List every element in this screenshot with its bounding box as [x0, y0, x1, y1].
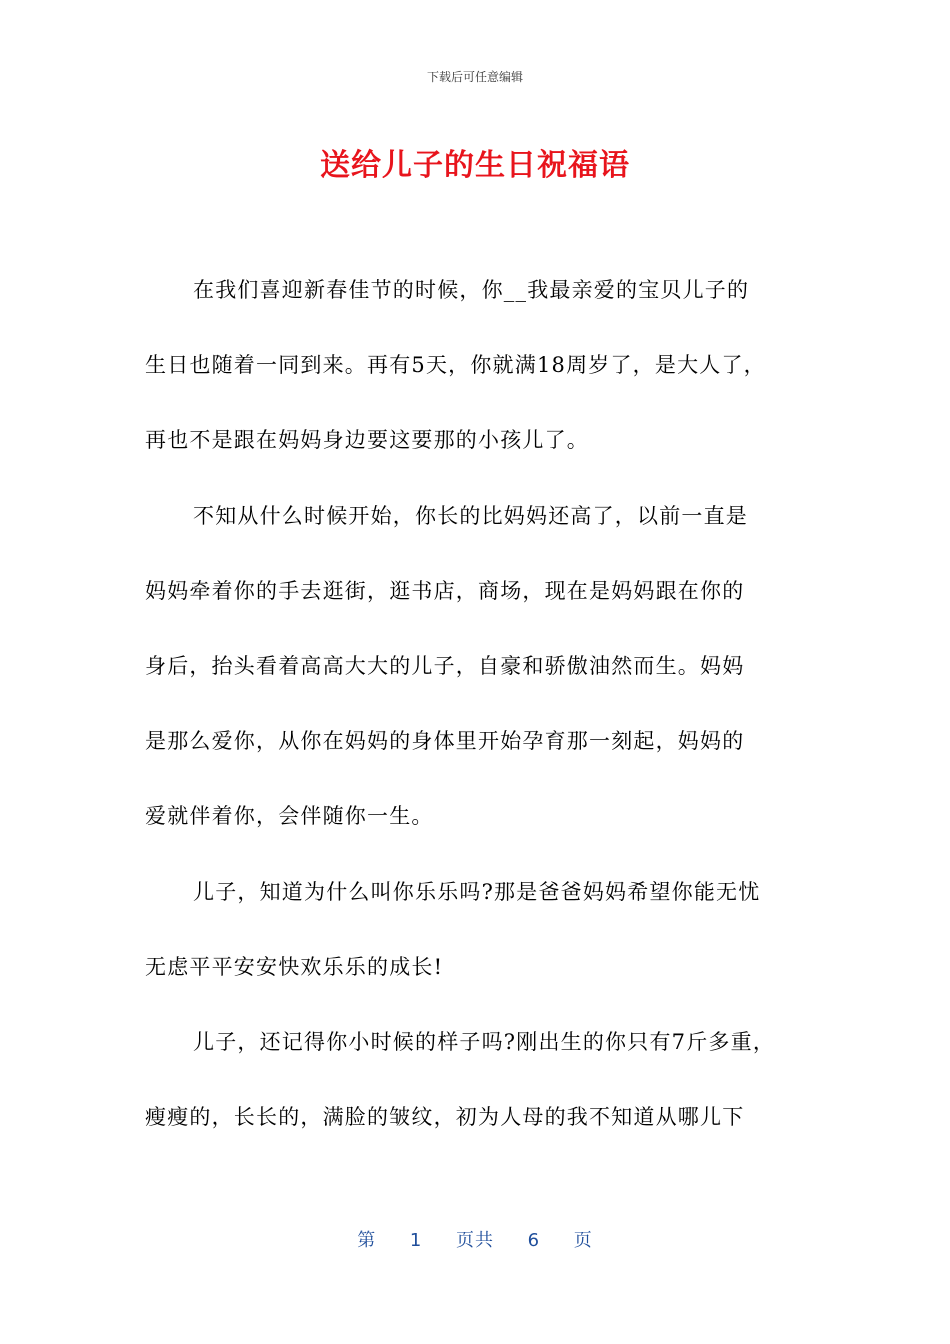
text-line: 爱就伴着你，会伴随你一生。 [145, 804, 434, 829]
blank-line [145, 986, 810, 1024]
body-text [145, 272, 810, 1137]
text-line: 在我们喜迎新春佳节的时候，你__我最亲爱的宝贝儿子的 [193, 278, 750, 302]
header-note: 下载后可任意编辑 [426, 70, 523, 84]
text-line: 再也不是跟在妈妈身边要这要那的小孩儿了。 [145, 428, 589, 453]
text-line: 儿子，知道为什么叫你乐乐吗?那是爸爸妈妈希望你能无忧 [193, 879, 761, 904]
blank-line [145, 761, 810, 799]
blank-line [145, 686, 810, 724]
blank-line [145, 1061, 810, 1099]
footer-suffix: 页 [573, 1230, 593, 1251]
blank-line [145, 385, 810, 423]
blank-line [145, 610, 810, 648]
blank-line [145, 460, 810, 498]
footer-spacer [383, 1230, 403, 1251]
footer-spacer [547, 1230, 567, 1251]
blank-line [145, 310, 810, 348]
text-line: 瘦瘦的，长长的，满脸的皱纹，初为人母的我不知道从哪儿下 [145, 1105, 745, 1130]
page-title: 送给儿子的生日祝福语 [320, 148, 630, 183]
page-footer [0, 1226, 950, 1252]
text-line: 生日也随着一同到来。再有5天，你就满18周岁了，是大人了， [145, 353, 766, 378]
text-line: 身后，抬头看着高高大大的儿子，自豪和骄傲油然而生。妈妈 [145, 653, 745, 678]
footer-current-page: 1 [409, 1230, 423, 1251]
footer-total-pages: 6 [527, 1230, 541, 1251]
footer-spacer [429, 1230, 449, 1251]
blank-line [145, 836, 810, 874]
footer-spacer [501, 1230, 521, 1251]
text-line: 不知从什么时候开始，你长的比妈妈还高了，以前一直是 [193, 503, 748, 528]
footer-middle: 页共 [456, 1230, 494, 1251]
footer-prefix: 第 [357, 1230, 377, 1251]
text-line: 儿子，还记得你小时候的样子吗?刚出生的你只有7斤多重， [193, 1029, 776, 1054]
text-line: 是那么爱你，从你在妈妈的身体里开始孕育那一刻起，妈妈的 [145, 729, 745, 754]
blank-line [145, 535, 810, 573]
text-line: 妈妈牵着你的手去逛街，逛书店，商场，现在是妈妈跟在你的 [145, 578, 745, 603]
text-line: 无虑平平安安快欢乐乐的成长! [145, 954, 444, 979]
blank-line [145, 911, 810, 949]
